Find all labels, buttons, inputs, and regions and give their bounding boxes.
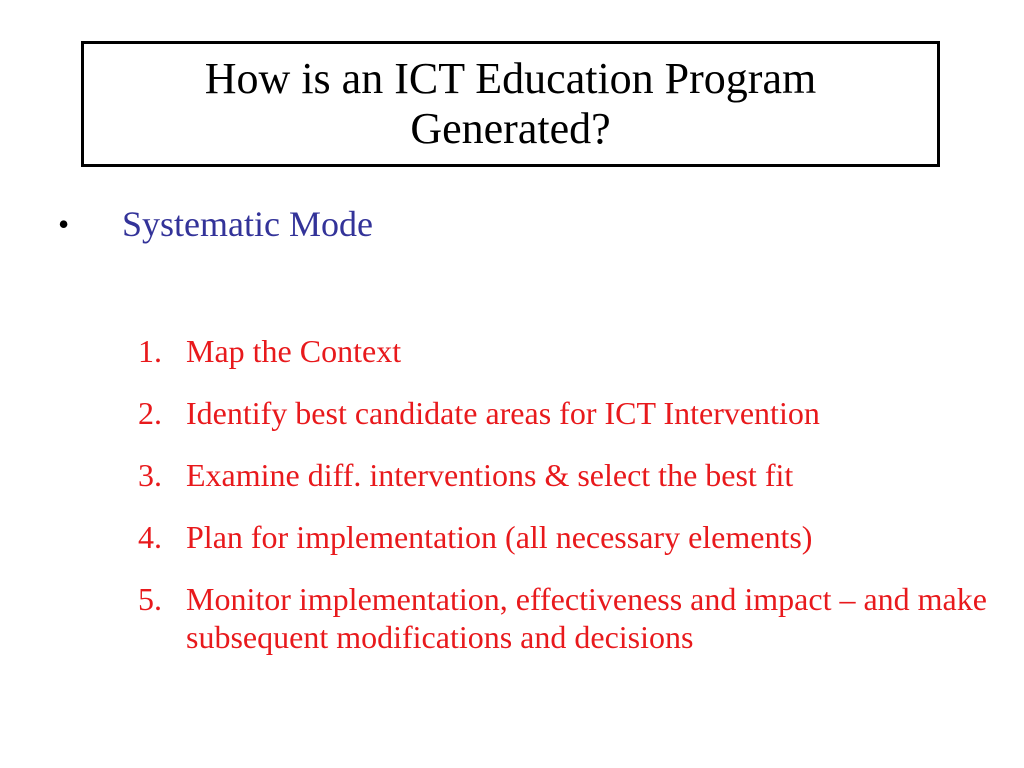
list-item bbox=[138, 580, 998, 656]
step-number: 5. bbox=[138, 581, 162, 617]
step-text: Monitor implementation, effectiveness and impact – and make subsequent modifications and decisions bbox=[186, 581, 987, 655]
step-text: Map the Context bbox=[186, 333, 402, 369]
title-box bbox=[81, 41, 940, 167]
steps-list bbox=[138, 332, 998, 680]
slide-title: How is an ICT Education Program Generated? bbox=[204, 54, 817, 153]
step-text: Plan for implementation (all necessary elements) bbox=[186, 519, 813, 555]
step-number: 2. bbox=[138, 395, 162, 431]
step-text: Examine diff. interventions & select the best fit bbox=[186, 457, 794, 493]
step-number: 3. bbox=[138, 457, 162, 493]
list-item bbox=[138, 332, 998, 370]
list-item bbox=[138, 518, 998, 556]
bullet-item bbox=[58, 196, 373, 252]
list-item bbox=[138, 394, 998, 432]
bullet-text: Systematic Mode bbox=[122, 204, 373, 244]
step-text: Identify best candidate areas for ICT Intervention bbox=[186, 395, 820, 431]
bullet-dot-icon: • bbox=[58, 205, 70, 242]
list-item bbox=[138, 456, 998, 494]
step-number: 1. bbox=[138, 333, 162, 369]
step-number: 4. bbox=[138, 519, 162, 555]
